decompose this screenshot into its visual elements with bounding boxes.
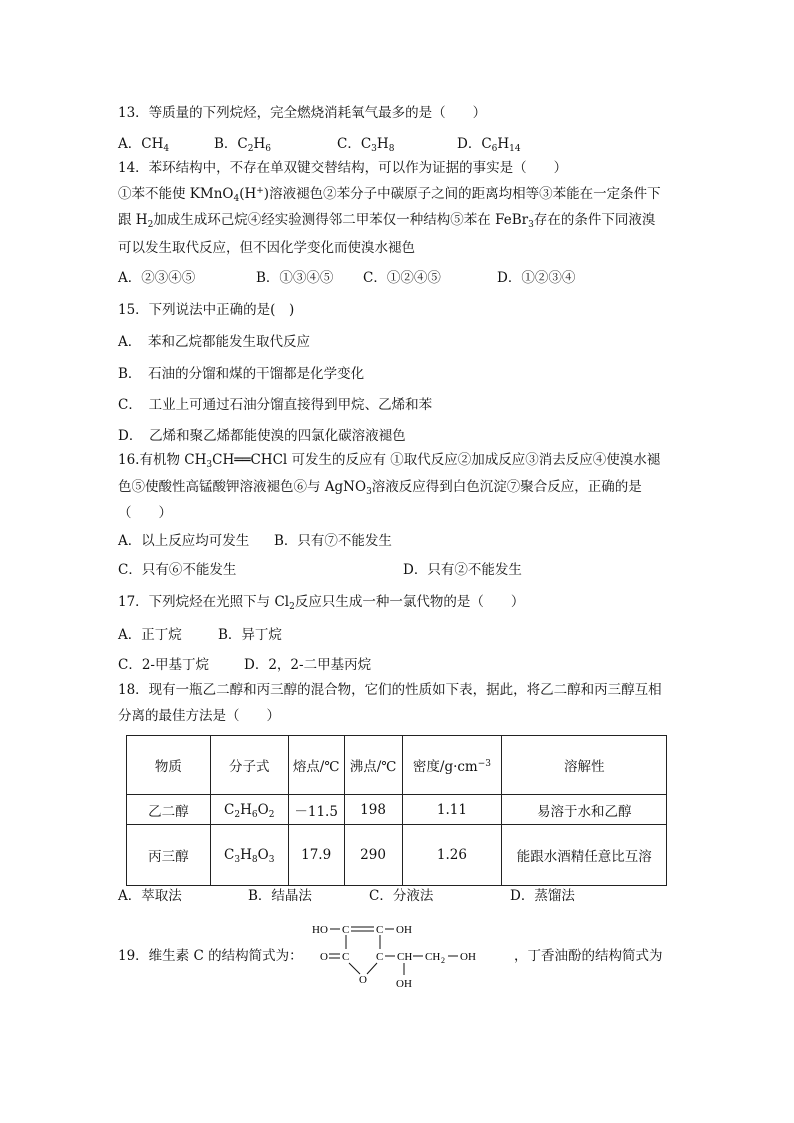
q18-option-a: A．萃取法 — [118, 888, 182, 904]
struct-label: OH — [396, 924, 412, 936]
q18-stem-line-2: 分离的最佳方法是（ ） — [118, 708, 280, 724]
q13-stem: 13．等质量的下列烷烃，完全燃烧消耗氧气最多的是（ ） — [118, 105, 487, 121]
q17-option-d: D．2，2-二甲基丙烷 — [244, 657, 372, 673]
q15-stem: 15．下列说法中正确的是( ) — [118, 302, 295, 318]
q17-option-b: B．异丁烷 — [218, 627, 282, 643]
q15-option-d: D． 乙烯和聚乙烯都能使溴的四氯化碳溶液褪色 — [118, 428, 406, 444]
table-header: 分子式 — [210, 736, 288, 795]
struct-label: O — [359, 974, 367, 986]
table-row — [127, 795, 667, 825]
table-header: 沸点/℃ — [344, 736, 402, 795]
q14-option-a: A．②③④⑤ — [118, 270, 196, 286]
q19-stem-end: ，丁香油酚的结构简式为 — [514, 948, 663, 964]
table-row — [127, 825, 667, 886]
table-cell: －11.5 — [288, 795, 344, 825]
table-cell: 290 — [344, 825, 402, 886]
q14-stem: 14．苯环结构中，不存在单双键交替结构，可以作为证据的事实是（ ） — [118, 160, 568, 176]
struct-label: C — [376, 951, 384, 963]
table-cell: 1.26 — [402, 825, 502, 886]
q13-option-c: C．$C_3H_8$ — [337, 136, 395, 154]
table-cell: 17.9 — [288, 825, 344, 886]
q18-option-d: D．蒸馏法 — [510, 888, 575, 904]
struct-label: C — [342, 924, 350, 936]
struct-label: CH — [425, 951, 441, 963]
struct-label: C — [342, 951, 350, 963]
properties-table — [126, 735, 667, 886]
table-header-row — [127, 736, 667, 795]
q16-line-3: （ ） — [118, 505, 172, 521]
table-cell: 198 — [344, 795, 402, 825]
table-cell: 1.11 — [402, 795, 502, 825]
q18-stem: 18．现有一瓶乙二醇和丙三醇的混合物，它们的性质如下表，据此，将乙二醇和丙三醇互相 — [118, 682, 662, 698]
q19-stem: 19．维生素 C 的结构简式为： — [118, 948, 303, 964]
q14-option-c: C．①②④⑤ — [363, 270, 441, 286]
q13-option-a: A．$CH_4$ — [118, 136, 170, 154]
struct-label: O — [320, 951, 328, 963]
q14-line-2: ①苯不能使 KMnO$_4$(H+)溶液褪色②苯分子中碳原子之间的距离均相等③苯能在一定条件下 — [118, 186, 661, 204]
q14-line-3: 跟 $H_2$加成生成环己烷④经实验测得邻二甲苯仅一种结构⑤苯在 FeBr$_3$存在的条件下同液溴 — [118, 212, 656, 230]
q16-option-a: A．以上反应均可发生 — [118, 533, 250, 549]
table-header: 溶解性 — [502, 736, 667, 795]
q15-option-b: B． 石油的分馏和煤的干馏都是化学变化 — [118, 366, 365, 382]
table-header: 物质 — [127, 736, 211, 795]
q14-option-d: D．①②③④ — [497, 270, 576, 286]
table-cell: $C_3H_8O_3$ — [210, 825, 288, 886]
struct-label: OH — [396, 978, 412, 990]
q16-option-b: B．只有⑦不能发生 — [274, 533, 392, 549]
q14-option-b: B．①③④⑤ — [256, 270, 334, 286]
q15-option-a: A． 苯和乙烷都能发生取代反应 — [118, 334, 310, 350]
q13-option-b: B．$C_2H_6$ — [214, 136, 271, 154]
struct-label: CH — [397, 951, 413, 963]
table-cell: 易溶于水和乙醇 — [502, 795, 667, 825]
q16-line-2: 色⑤使酸性高锰酸钾溶液褪色⑥与 AgNO$_3$溶液反应得到白色沉淀⑦聚合反应，正确的是 — [118, 479, 642, 497]
table-cell: $C_2H_6O_2$ — [210, 795, 288, 825]
q18-option-c: C．分液法 — [369, 888, 434, 904]
q17-option-a: A．正丁烷 — [118, 627, 182, 643]
table-cell: 能跟水酒精任意比互溶 — [502, 825, 667, 886]
vitamin-c-structure — [308, 913, 518, 993]
q14-line-4: 可以发生取代反应，但不因化学变化而使溴水褪色 — [118, 240, 415, 256]
q17-stem: 17．下列烷烃在光照下与 $Cl_2$反应只生成一种一氯代物的是（ ） — [118, 594, 525, 612]
struct-label: OH — [460, 951, 476, 963]
struct-label: C — [376, 924, 384, 936]
table-header: 密度$/g\cdot cm^{-3}$ — [402, 736, 502, 795]
table-header: 熔点/℃ — [288, 736, 344, 795]
struct-label: 2 — [441, 956, 445, 965]
table-cell: 乙二醇 — [127, 795, 211, 825]
q16-option-d: D．只有②不能发生 — [403, 562, 522, 578]
q15-option-c: C． 工业上可通过石油分馏直接得到甲烷、乙烯和苯 — [118, 397, 433, 413]
struct-label: HO — [312, 924, 328, 936]
q17-option-c: C．2-甲基丁烷 — [118, 657, 209, 673]
q16-option-c: C．只有⑥不能发生 — [118, 562, 237, 578]
q16-stem: 16.有机物 $CH_3CH══CHCl$ 可发生的反应有 ①取代反应②加成反应③消去反应④使溴水褪 — [118, 452, 661, 470]
q13-option-d: D．$C_6H_{14}$ — [457, 136, 521, 154]
q18-option-b: B．结晶法 — [248, 888, 312, 904]
table-cell: 丙三醇 — [127, 825, 211, 886]
